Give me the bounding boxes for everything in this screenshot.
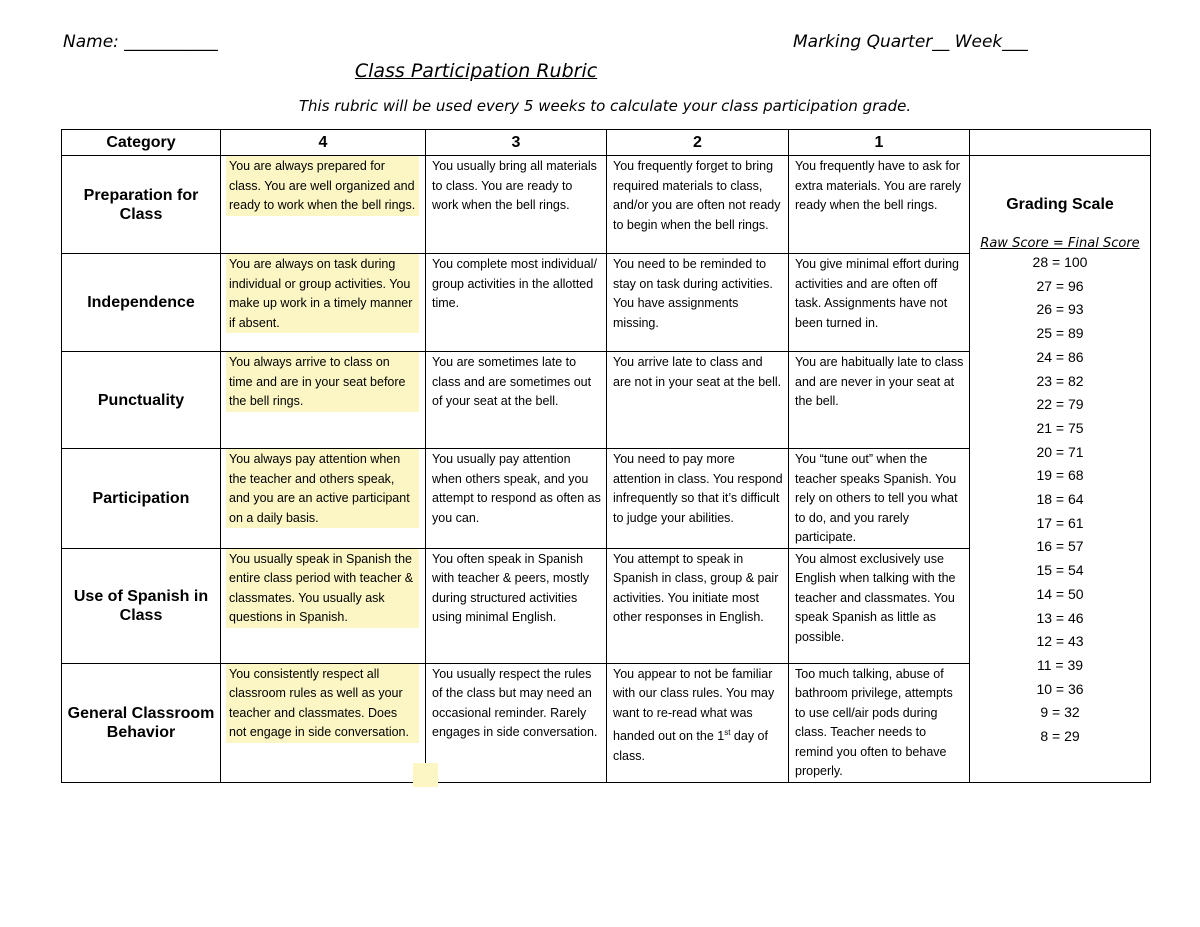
rubric-table xyxy=(61,129,1151,783)
ordinal-suffix: st xyxy=(724,728,731,737)
highlighted-text: You are always on task during individual or group activities. You make up work in a timely manner if absent. xyxy=(226,254,419,333)
score-4-cell xyxy=(221,663,426,782)
grading-scale-row: 25 = 89 xyxy=(1036,325,1084,342)
score-1-cell: You frequently have to ask for extra materials. You are rarely ready when the bell rings. xyxy=(789,156,970,254)
grading-scale-subtitle: Raw Score = Final Score xyxy=(980,236,1140,251)
score-2-cell: You need to pay more attention in class. You respond infrequently so that it’s difficult to judge your abilities. xyxy=(607,449,789,549)
grading-scale-row: 21 = 75 xyxy=(1036,419,1084,436)
category-cell: General Classroom Behavior xyxy=(62,663,221,782)
grading-scale-row: 9 = 32 xyxy=(1040,704,1080,721)
column-header: Category xyxy=(62,130,221,156)
score-3-cell: You often speak in Spanish with teacher & peers, mostly during structured activities using minimal English. xyxy=(426,548,607,663)
grading-scale-row: 26 = 93 xyxy=(1036,301,1084,318)
score-1-cell: You “tune out” when the teacher speaks Spanish. You rely on others to tell you what to do, and you rarely participate. xyxy=(789,449,970,549)
score-3-cell: You usually pay attention when others speak, and you attempt to respond as often as you can. xyxy=(426,449,607,549)
table-row xyxy=(62,156,1151,254)
highlighted-text: You always arrive to class on time and are in your seat before the bell rings. xyxy=(226,352,419,412)
page-title: Class Participation Rubric xyxy=(354,60,598,82)
grading-scale-row: 16 = 57 xyxy=(1036,538,1084,555)
score-1-cell: You give minimal effort during activities and are often off task. Assignments have not been turned in. xyxy=(789,254,970,352)
highlighted-text: You are always prepared for class. You are well organized and ready to work when the bell rings. xyxy=(226,156,419,216)
grading-scale-row: 22 = 79 xyxy=(1036,396,1084,413)
score-2-cell xyxy=(607,663,789,782)
score-4-cell xyxy=(221,449,426,549)
score-3-cell: You usually bring all materials to class. You are ready to work when the bell rings. xyxy=(426,156,607,254)
grading-scale-row: 13 = 46 xyxy=(1036,609,1084,626)
score-3-cell: You usually respect the rules of the class but may need an occasional reminder. Rarely engages in side conversation. xyxy=(426,663,607,782)
score-2-text: You appear to not be familiar with our class rules. You may want to re-read what was handed out on the 1 xyxy=(613,666,775,744)
grading-scale-row: 24 = 86 xyxy=(1036,348,1084,365)
column-header: 1 xyxy=(789,130,970,156)
score-2-cell: You need to be reminded to stay on task during activities. You have assignments missing. xyxy=(607,254,789,352)
marking-quarter-label: Marking Quarter__ Week___ xyxy=(793,32,1028,52)
page-subtitle: This rubric will be used every 5 weeks to calculate your class participation grade. xyxy=(298,97,912,115)
column-header: 3 xyxy=(426,130,607,156)
score-1-cell: You almost exclusively use English when talking with the teacher and classmates. You speak Spanish as little as possible. xyxy=(789,548,970,663)
grading-scale-row: 8 = 29 xyxy=(1040,728,1080,745)
grading-scale-row: 19 = 68 xyxy=(1036,467,1084,484)
column-header: 4 xyxy=(221,130,426,156)
category-cell: Participation xyxy=(62,449,221,549)
grading-scale-row: 17 = 61 xyxy=(1036,514,1084,531)
grading-scale-row: 11 = 39 xyxy=(1036,656,1084,673)
grading-scale-row: 14 = 50 xyxy=(1036,585,1084,602)
score-4-cell xyxy=(221,352,426,449)
score-4-cell xyxy=(221,254,426,352)
category-cell: Preparation for Class xyxy=(62,156,221,254)
score-1-cell: Too much talking, abuse of bathroom privilege, attempts to use cell/air pods during class. Teacher needs to remind you often to behave properly. xyxy=(789,663,970,782)
score-4-cell xyxy=(221,548,426,663)
category-cell: Use of Spanish in Class xyxy=(62,548,221,663)
category-cell: Punctuality xyxy=(62,352,221,449)
category-cell: Independence xyxy=(62,254,221,352)
grading-scale-cell xyxy=(970,156,1151,783)
grading-scale-row: 20 = 71 xyxy=(1036,443,1084,460)
score-2-cell: You frequently forget to bring required materials to class, and/or you are often not ready to begin when the bell rings. xyxy=(607,156,789,254)
score-2-cell: You arrive late to class and are not in your seat at the bell. xyxy=(607,352,789,449)
grading-scale-row: 18 = 64 xyxy=(1036,491,1084,508)
score-3-cell: You are sometimes late to class and are sometimes out of your seat at the bell. xyxy=(426,352,607,449)
grading-scale-row: 27 = 96 xyxy=(1036,277,1084,294)
grading-scale-row: 15 = 54 xyxy=(1036,562,1084,579)
highlighted-text: You usually speak in Spanish the entire class period with teacher & classmates. You usually ask questions in Spanish. xyxy=(226,549,419,628)
column-header xyxy=(970,130,1151,156)
highlighted-text: You consistently respect all classroom rules as well as your teacher and classmates. Does not engage in side conversation. xyxy=(226,664,419,743)
score-4-cell xyxy=(221,156,426,254)
score-1-cell: You are habitually late to class and are never in your seat at the bell. xyxy=(789,352,970,449)
score-2-cell: You attempt to speak in Spanish in class, group & pair activities. You initiate most other responses in English. xyxy=(607,548,789,663)
score-3-cell: You complete most individual/ group activities in the allotted time. xyxy=(426,254,607,352)
grading-scale-row: 28 = 100 xyxy=(1032,254,1088,270)
name-field-label: Name: ___________ xyxy=(63,32,218,52)
grading-scale-title: Grading Scale xyxy=(1006,196,1114,213)
grading-scale-list xyxy=(970,251,1150,749)
score-2-text-end: day of class. xyxy=(613,729,768,763)
column-header: 2 xyxy=(607,130,789,156)
header-row xyxy=(62,130,1151,156)
highlight-mark xyxy=(413,763,438,787)
grading-scale-row: 23 = 82 xyxy=(1036,372,1084,389)
highlighted-text: You always pay attention when the teacher and others speak, and you are an active participant on a daily basis. xyxy=(226,449,419,528)
grading-scale-row: 12 = 43 xyxy=(1036,633,1084,650)
grading-scale-row: 10 = 36 xyxy=(1036,680,1084,697)
